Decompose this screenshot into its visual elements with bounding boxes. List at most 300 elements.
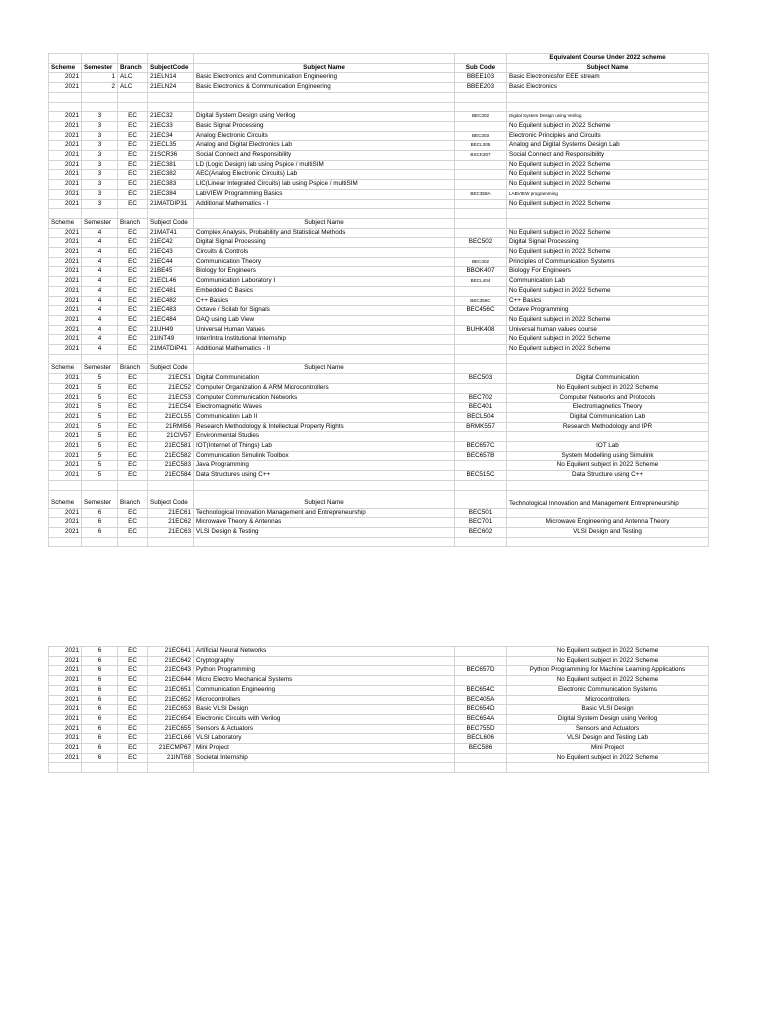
subject-name-cell: Inter/Intra Institutional Internship — [194, 335, 455, 345]
empty-cell — [118, 354, 148, 364]
branch-cell: EC — [118, 228, 148, 238]
branch-cell: EC — [118, 461, 148, 471]
scheme-cell: 2021 — [49, 432, 82, 442]
subject-code-cell: 21MATDIP31 — [148, 199, 194, 209]
table-row — [49, 199, 709, 209]
table-row — [49, 83, 709, 93]
empty-cell — [82, 54, 118, 64]
branch-cell: EC — [118, 471, 148, 481]
subject-code-cell: 21EC484 — [148, 315, 194, 325]
subject-code-cell: 21ECL35 — [148, 141, 194, 151]
equivalent-subject-cell: Basic VLSI Design — [507, 705, 709, 715]
semester-cell: 5 — [82, 383, 118, 393]
equivalent-subject-cell: Research Methodology and IPR — [507, 422, 709, 432]
subject-code-cell: 21EC581 — [148, 442, 194, 452]
scheme-cell: 2021 — [49, 393, 82, 403]
branch-cell: ALC — [118, 83, 148, 93]
table-row — [49, 393, 709, 403]
branch-cell: ALC — [118, 73, 148, 83]
subject-code-cell: 21EC654 — [148, 714, 194, 724]
sub-code-cell: BEC755D — [455, 724, 507, 734]
branch-cell: EC — [118, 724, 148, 734]
empty-cell — [507, 209, 709, 219]
scheme-cell: 2021 — [49, 73, 82, 83]
branch-cell: EC — [118, 695, 148, 705]
subject-code-cell: 21EC61 — [148, 508, 194, 518]
table-row — [49, 180, 709, 190]
empty-cell — [507, 763, 709, 773]
subject-code-cell: 21INT68 — [148, 753, 194, 763]
scheme-cell: 2021 — [49, 666, 82, 676]
subject-code-cell: 21EC652 — [148, 695, 194, 705]
section-header-row — [49, 490, 709, 508]
sub-code-cell: BEC654D — [455, 705, 507, 715]
subject-name-cell: IOT(Internet of Things) Lab — [194, 442, 455, 452]
scheme-cell: 2021 — [49, 286, 82, 296]
subject-code-cell: 21ECL55 — [148, 412, 194, 422]
equivalent-course-title: Equivalent Course Under 2022 scheme — [507, 54, 709, 64]
table-row — [49, 131, 709, 141]
empty-cell — [455, 92, 507, 102]
header-cell: Semester — [82, 490, 118, 508]
scheme-cell: 2021 — [49, 83, 82, 93]
empty-cell — [49, 102, 82, 112]
scheme-cell: 2021 — [49, 160, 82, 170]
table-row — [49, 508, 709, 518]
empty-cell — [82, 480, 118, 490]
semester-cell: 3 — [82, 151, 118, 161]
sub-code-cell — [455, 753, 507, 763]
semester-cell: 6 — [82, 744, 118, 754]
semester-cell: 3 — [82, 141, 118, 151]
empty-cell — [118, 102, 148, 112]
empty-cell — [118, 480, 148, 490]
semester-cell: 5 — [82, 403, 118, 413]
header-cell: Branch — [118, 364, 148, 374]
header-cell: Scheme — [49, 218, 82, 228]
equivalent-subject-cell: No Equilent subject in 2022 Scheme — [507, 676, 709, 686]
branch-cell: EC — [118, 518, 148, 528]
equivalent-subject-cell: No Equilent subject in 2022 Scheme — [507, 170, 709, 180]
subject-code-cell: 21EC51 — [148, 374, 194, 384]
subject-name-cell: AEC(Analog Electronic Circuits) Lab — [194, 170, 455, 180]
semester-cell: 5 — [82, 374, 118, 384]
empty-cell — [49, 54, 82, 64]
equivalent-subject-cell: No Equilent subject in 2022 Scheme — [507, 180, 709, 190]
subject-code-cell: 21EC44 — [148, 257, 194, 267]
equivalent-subject-cell: No Equilent subject in 2022 Scheme — [507, 383, 709, 393]
semester-cell: 6 — [82, 695, 118, 705]
semester-cell: 4 — [82, 228, 118, 238]
semester-cell: 4 — [82, 335, 118, 345]
semester-cell: 4 — [82, 248, 118, 258]
scheme-cell: 2021 — [49, 383, 82, 393]
sub-code-cell — [455, 180, 507, 190]
equivalent-subject-cell: No Equilent subject in 2022 Scheme — [507, 315, 709, 325]
equivalent-subject-cell: Computer Networks and Protocols — [507, 393, 709, 403]
empty-cell — [82, 354, 118, 364]
semester-cell: 3 — [82, 170, 118, 180]
sub-code-cell — [455, 432, 507, 442]
sub-code-cell: BECL404 — [455, 277, 507, 287]
empty-cell — [82, 537, 118, 547]
subject-code-cell: 21INT49 — [148, 335, 194, 345]
empty-cell — [118, 537, 148, 547]
subject-name-cell: Additional Mathematics - I — [194, 199, 455, 209]
subject-code-cell: 21EC382 — [148, 170, 194, 180]
sub-code-cell — [455, 315, 507, 325]
header-cell: Subject Name — [194, 218, 455, 228]
scheme-cell: 2021 — [49, 705, 82, 715]
table-row — [49, 170, 709, 180]
header-cell: Sub Code — [455, 63, 507, 73]
subject-code-cell: 21ELN14 — [148, 73, 194, 83]
empty-cell — [148, 209, 194, 219]
subject-name-cell: DAQ using Lab View — [194, 315, 455, 325]
table-row — [49, 141, 709, 151]
subject-name-cell: Microwave Theory & Antennas — [194, 518, 455, 528]
table-row — [49, 685, 709, 695]
header-cell: Subject Code — [148, 490, 194, 508]
header-cell: Subject Name — [194, 63, 455, 73]
subject-code-cell: 21EC384 — [148, 189, 194, 199]
branch-cell: EC — [118, 647, 148, 657]
semester-cell: 4 — [82, 238, 118, 248]
table-row — [49, 471, 709, 481]
empty-cell — [49, 480, 82, 490]
table-row — [49, 315, 709, 325]
table-row — [49, 656, 709, 666]
table-row — [49, 714, 709, 724]
scheme-cell: 2021 — [49, 170, 82, 180]
table-row — [49, 238, 709, 248]
subject-code-cell: 21CIV57 — [148, 432, 194, 442]
scheme-cell: 2021 — [49, 257, 82, 267]
branch-cell: EC — [118, 189, 148, 199]
branch-cell: EC — [118, 345, 148, 355]
table-row — [49, 705, 709, 715]
equivalent-subject-cell: No Equilent subject in 2022 Scheme — [507, 753, 709, 763]
empty-cell — [455, 54, 507, 64]
equivalent-subject-cell: Digital Signal Processing — [507, 238, 709, 248]
equivalent-subject-cell: Digital Communication — [507, 374, 709, 384]
subject-name-cell: Basic Electronics & Communication Engineering — [194, 83, 455, 93]
branch-cell: EC — [118, 432, 148, 442]
subject-code-cell: 21RMI56 — [148, 422, 194, 432]
sub-code-cell: BEC358A — [455, 189, 507, 199]
subject-name-cell: Biology for Engineers — [194, 267, 455, 277]
equivalent-subject-cell: Microcontrollers — [507, 695, 709, 705]
subject-code-cell: 21EC583 — [148, 461, 194, 471]
semester-cell: 4 — [82, 306, 118, 316]
branch-cell: EC — [118, 335, 148, 345]
empty-cell — [507, 364, 709, 374]
subject-code-cell: 21EC381 — [148, 160, 194, 170]
table-row — [49, 248, 709, 258]
table-row — [49, 267, 709, 277]
table-row — [49, 296, 709, 306]
subject-code-cell: 21ECL66 — [148, 734, 194, 744]
subject-name-cell: Micro Electro Mechanical Systems — [194, 676, 455, 686]
scheme-cell: 2021 — [49, 296, 82, 306]
sub-code-cell — [455, 286, 507, 296]
subject-name-cell: Analog Electronic Circuits — [194, 131, 455, 141]
subject-name-cell: Mini Project — [194, 744, 455, 754]
semester-cell: 5 — [82, 471, 118, 481]
section-header-row — [49, 218, 709, 228]
empty-cell — [507, 218, 709, 228]
semester-cell: 3 — [82, 189, 118, 199]
equivalent-subject-cell: Octave Programming — [507, 306, 709, 316]
equivalent-subject-cell: Basic Electronicsfor EEE stream — [507, 73, 709, 83]
subject-code-cell: 21EC644 — [148, 676, 194, 686]
subject-name-cell: Research Methodology & Intellectual Property Rights — [194, 422, 455, 432]
table-row — [49, 734, 709, 744]
sub-code-cell: BECL606 — [455, 734, 507, 744]
subject-code-cell: 21BE45 — [148, 267, 194, 277]
empty-cell — [49, 537, 82, 547]
sub-code-cell: BEC503 — [455, 374, 507, 384]
sub-code-cell: BEC302 — [455, 112, 507, 122]
scheme-cell: 2021 — [49, 518, 82, 528]
subject-name-cell: Digital System Design using Verilog — [194, 112, 455, 122]
section-header-row — [49, 63, 709, 73]
branch-cell: EC — [118, 656, 148, 666]
subject-name-cell: Electronic Circuits with Verilog — [194, 714, 455, 724]
subject-code-cell: 21ECL46 — [148, 277, 194, 287]
header-cell: Semester — [82, 218, 118, 228]
semester-cell: 6 — [82, 656, 118, 666]
equivalent-subject-cell: No Equilent subject in 2022 Scheme — [507, 647, 709, 657]
table-row — [49, 724, 709, 734]
equivalent-subject-cell: Basic Electronics — [507, 83, 709, 93]
header-cell: Scheme — [49, 490, 82, 508]
semester-cell: 3 — [82, 180, 118, 190]
branch-cell: EC — [118, 705, 148, 715]
subject-name-cell: Computer Communication Networks — [194, 393, 455, 403]
branch-cell: EC — [118, 238, 148, 248]
subject-code-cell: 21EC483 — [148, 306, 194, 316]
scheme-cell: 2021 — [49, 527, 82, 537]
equivalent-subject-cell: Electronic Principles and Circuits — [507, 131, 709, 141]
sub-code-cell — [455, 160, 507, 170]
scheme-cell: 2021 — [49, 471, 82, 481]
subject-name-cell: LabVIEW Programming Basics — [194, 189, 455, 199]
branch-cell: EC — [118, 315, 148, 325]
empty-cell — [49, 92, 82, 102]
subject-code-cell: 21EC482 — [148, 296, 194, 306]
subject-name-cell: Analog and Digital Electronics Lab — [194, 141, 455, 151]
empty-cell — [148, 54, 194, 64]
empty-cell — [148, 480, 194, 490]
subject-code-cell: 21EC655 — [148, 724, 194, 734]
sub-code-cell — [455, 335, 507, 345]
branch-cell: EC — [118, 685, 148, 695]
equivalent-subject-cell — [507, 508, 709, 518]
empty-cell — [118, 92, 148, 102]
scheme-cell: 2021 — [49, 315, 82, 325]
table-row — [49, 403, 709, 413]
scheme-cell: 2021 — [49, 335, 82, 345]
sub-code-cell — [455, 248, 507, 258]
sub-code-cell: BEC502 — [455, 238, 507, 248]
empty-cell — [148, 102, 194, 112]
subject-name-cell: Societal Internship — [194, 753, 455, 763]
scheme-cell: 2021 — [49, 714, 82, 724]
sub-code-cell: BEC456C — [455, 306, 507, 316]
subject-code-cell: 21MAT41 — [148, 228, 194, 238]
semester-cell: 1 — [82, 73, 118, 83]
empty-cell — [507, 480, 709, 490]
empty-cell — [49, 763, 82, 773]
table-row — [49, 257, 709, 267]
sub-code-cell — [455, 345, 507, 355]
empty-cell — [148, 537, 194, 547]
sub-code-cell — [455, 383, 507, 393]
empty-cell — [118, 54, 148, 64]
subject-code-cell: 21EC383 — [148, 180, 194, 190]
equivalent-subject-cell: Communication Lab — [507, 277, 709, 287]
table-row — [49, 744, 709, 754]
branch-cell: EC — [118, 112, 148, 122]
equivalent-subject-cell — [507, 432, 709, 442]
header-cell: Branch — [118, 63, 148, 73]
semester-cell: 6 — [82, 705, 118, 715]
table-row — [49, 345, 709, 355]
sub-code-cell: BBEE203 — [455, 83, 507, 93]
branch-cell: EC — [118, 257, 148, 267]
branch-cell: EC — [118, 422, 148, 432]
table-row — [49, 666, 709, 676]
branch-cell: EC — [118, 248, 148, 258]
table-row — [49, 277, 709, 287]
sub-code-cell: BEC358C — [455, 296, 507, 306]
semester-cell: 6 — [82, 714, 118, 724]
equivalent-subject-cell: No Equilent subject in 2022 Scheme — [507, 199, 709, 209]
equivalent-subject-cell: No Equilent subject in 2022 Scheme — [507, 286, 709, 296]
semester-cell: 6 — [82, 724, 118, 734]
empty-cell — [194, 537, 455, 547]
table-row — [49, 422, 709, 432]
blank-row — [49, 480, 709, 490]
empty-cell — [118, 763, 148, 773]
sub-code-cell: BEC602 — [455, 527, 507, 537]
branch-cell: EC — [118, 744, 148, 754]
scheme-cell: 2021 — [49, 238, 82, 248]
empty-cell — [82, 763, 118, 773]
header-cell: Branch — [118, 490, 148, 508]
scheme-cell: 2021 — [49, 141, 82, 151]
scheme-cell: 2021 — [49, 151, 82, 161]
subject-code-cell: 21SCR36 — [148, 151, 194, 161]
sub-code-cell: BEC401 — [455, 403, 507, 413]
subject-name-cell: Electromagnetic Waves — [194, 403, 455, 413]
empty-cell — [455, 490, 507, 508]
elective-equivalence-table — [48, 646, 709, 773]
branch-cell: EC — [118, 151, 148, 161]
semester-cell: 4 — [82, 277, 118, 287]
table-row — [49, 753, 709, 763]
semester-cell: 4 — [82, 286, 118, 296]
blank-row — [49, 537, 709, 547]
subject-name-cell: Basic Signal Processing — [194, 121, 455, 131]
semester-cell: 4 — [82, 345, 118, 355]
scheme-cell: 2021 — [49, 685, 82, 695]
header-cell: Branch — [118, 218, 148, 228]
equivalent-subject-cell: LABVIEW programming — [507, 189, 709, 199]
semester-cell: 5 — [82, 461, 118, 471]
table-row — [49, 432, 709, 442]
scheme-cell: 2021 — [49, 121, 82, 131]
table-row — [49, 647, 709, 657]
header-cell: Scheme — [49, 364, 82, 374]
subject-name-cell: Basic VLSI Design — [194, 705, 455, 715]
empty-cell — [455, 354, 507, 364]
scheme-cell: 2021 — [49, 734, 82, 744]
equivalent-subject-cell: C++ Basics — [507, 296, 709, 306]
subject-name-cell: Basic Electronics and Communication Engineering — [194, 73, 455, 83]
branch-cell: EC — [118, 403, 148, 413]
sub-code-cell: BEC586 — [455, 744, 507, 754]
equivalent-subject-cell: Python Programming for Machine Learning Applications — [507, 666, 709, 676]
empty-cell — [118, 209, 148, 219]
header-cell: Subject Name — [194, 490, 455, 508]
scheme-cell: 2021 — [49, 277, 82, 287]
subject-name-cell: Octave / Scilab for Signals — [194, 306, 455, 316]
empty-cell — [194, 354, 455, 364]
subject-name-cell: VLSI Design & Testing — [194, 527, 455, 537]
subject-code-cell: 21EC42 — [148, 238, 194, 248]
table-row — [49, 695, 709, 705]
semester-cell: 6 — [82, 685, 118, 695]
branch-cell: EC — [118, 734, 148, 744]
scheme-cell: 2021 — [49, 325, 82, 335]
scheme-cell: 2021 — [49, 695, 82, 705]
subject-name-cell: Artificial Neural Networks — [194, 647, 455, 657]
sub-code-cell: BECL504 — [455, 412, 507, 422]
subject-name-cell: Complex Analysis, Probability and Statistical Methods — [194, 228, 455, 238]
semester-cell: 6 — [82, 734, 118, 744]
equivalent-subject-cell: Mini Project — [507, 744, 709, 754]
equivalent-subject-cell: No Equilent subject in 2022 Scheme — [507, 160, 709, 170]
sub-code-cell — [455, 461, 507, 471]
scheme-cell: 2021 — [49, 189, 82, 199]
subject-code-cell: 21EC582 — [148, 451, 194, 461]
branch-cell: EC — [118, 267, 148, 277]
empty-cell — [507, 537, 709, 547]
sub-code-cell: BEC501 — [455, 508, 507, 518]
semester-cell: 5 — [82, 422, 118, 432]
scheme-cell: 2021 — [49, 656, 82, 666]
scheme-cell: 2021 — [49, 412, 82, 422]
sub-code-cell: BRMK557 — [455, 422, 507, 432]
subject-code-cell: 21EC43 — [148, 248, 194, 258]
subject-name-cell: Universal Human Values — [194, 325, 455, 335]
semester-cell: 4 — [82, 267, 118, 277]
equivalent-subject-cell: Universal human values course — [507, 325, 709, 335]
subject-code-cell: 21EC62 — [148, 518, 194, 528]
subject-code-cell: 21EC63 — [148, 527, 194, 537]
sub-code-cell: BECL305 — [455, 141, 507, 151]
subject-code-cell: 21ELN24 — [148, 83, 194, 93]
empty-cell — [455, 763, 507, 773]
branch-cell: EC — [118, 527, 148, 537]
semester-cell: 4 — [82, 296, 118, 306]
empty-cell — [194, 92, 455, 102]
semester-cell: 4 — [82, 315, 118, 325]
empty-cell — [455, 209, 507, 219]
subject-name-cell: Digital Signal Processing — [194, 238, 455, 248]
